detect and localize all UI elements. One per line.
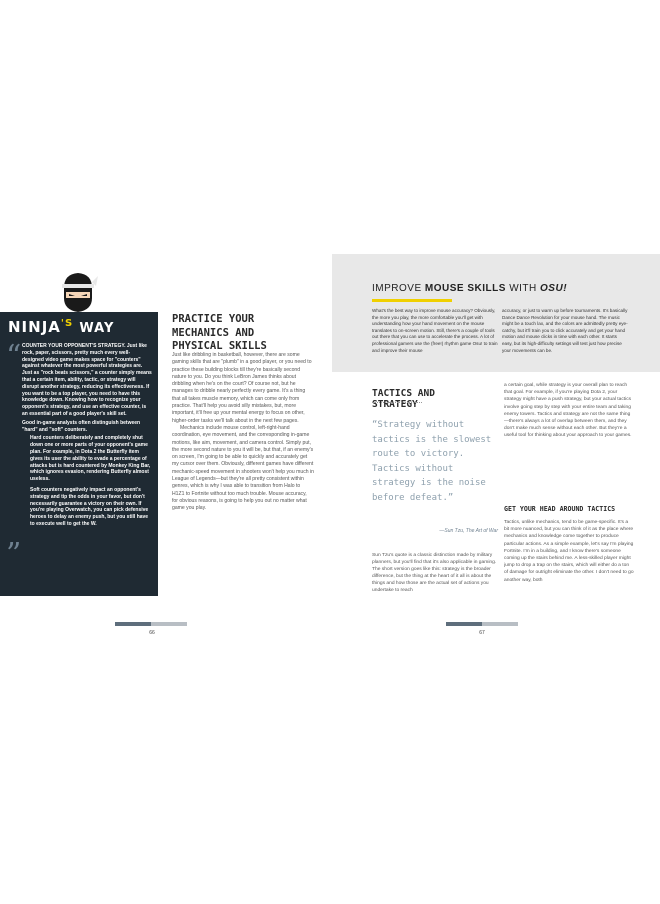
mouse-skills-title [372, 283, 642, 297]
page-number-right: 67 [479, 630, 485, 636]
section-title-line: MECHANICS AND [172, 326, 255, 339]
open-quote-mark: “ [6, 339, 22, 374]
sidebar-title-way: WAY [79, 321, 115, 336]
sidebar-bullets [22, 435, 152, 527]
tactics-paragraph: a certain goal, while strategy is your overall plan to reach that goal. For example, if you're playing Dota 2, your strategy might have a push strategy, but your actual tactics involve going step by step with your entire team and taking enemy towers. Tactics and strategy are not the same thing—there's always a lot of overlap between them, and they don't make much sense without each other. But they're a useful tool for thinking about your approach to your games. [504, 383, 632, 439]
body-paragraph: Mechanics include mouse control, left-right-hand coordination, eye movement, and the corresponding in-game motions, like aim, movement, and camera control. Simply put, the more second nature to you it will be, but that, if an enemy's on screen, I'm going to be able to quickly and accurately get my cursor over them. Obviously, different games have different mechanic-speed movement in shooters won't help you much in League of Legends—but they're all pretty consistent within genres, which is why I was able to transition from Halo to H1Z1 to Fortnite without too much trouble. Mouse accuracy, for obvious reasons, is going to help you out no matter what game you play. [172, 424, 314, 512]
practice-body [172, 352, 314, 650]
page-progress-fill [446, 622, 482, 626]
close-quote-mark: ” [6, 537, 22, 572]
page-number-left: 66 [149, 630, 155, 636]
head-around-paragraph: Tactics, unlike mechanics, tend to be game-specific. It's a bit more nuanced, but you can think of it as the place where mechanics and knowledge come together to produce particular actions. As a simple example, let's say I'm playing Fortnite. I'm in a building, and I know there's someone coming up the stairs behind me. A less-skilled player might jump to drop a trap on the stairs, which will either do a ton of damage for outright eliminate the other. I don't need to go another way, both [504, 520, 634, 583]
pull-quote-attribution: —Sun Tzu, The Art of War [439, 528, 498, 534]
sidebar-title-main: NINJA [8, 318, 61, 336]
mouse-skills-col1: What's the best way to improve mouse accuracy? Obviously, the more you play, the more comfortable you'll get with understanding how your hand movement on the mouse translates to on-screen motion. Still, there's a couple of tools out there that you can use to accelerate the process. A lot of professional gamers use the (free!) rhythm game Osu! to train and improve their mouse [372, 308, 498, 353]
head-around-title: GET YOUR HEAD AROUND TACTICS [504, 505, 616, 513]
section-title-line: PHYSICAL SKILLS [172, 340, 267, 352]
sidebar-body [22, 343, 152, 593]
sidebar-bullet-hard: • Hard counters deliberately and completely shut down one or more parts of your opponent's game plan. For example, in Dota 2 the Butterfly item gives its user the ability to evade a percentage of attacks but is hard countered by Monkey King Bar, which ignores evasion, rendering Butterfly almost useless. [30, 435, 152, 483]
mouse-title-bold: MOUSE SKILLS [424, 283, 506, 294]
body-paragraph: Just like dribbling in basketball, however, there are some gaming skills that are "plumb" in a good player, or you need to practice these building blocks till they're basically second nature to you. Do you think LeBron James thinks about dribbling when he's on the court? Of course not, but he manages to dribble nearly perfectly every game. It's a thing that all takes muscle memory, which can come only from practice. That'll help you avoid silly mistakes, but, more important, it'll free up your mental energy to focus on other, higher-order tasks we'll talk about in the next few pages. [172, 352, 312, 424]
title-divider [372, 402, 422, 405]
sidebar-title-apostrophe: 'S [60, 318, 74, 329]
sidebar-bullet-soft: • Soft counters negatively impact an opponent's strategy and tip the odds in your favor, but don't necessarily guarantee a victory on their own. If you're playing Overwatch, you can pick defensive heroes to delay an enemy push, but you still have to execute well to get the W. [30, 487, 152, 528]
sidebar-intro: COUNTER YOUR OPPONENT'S STRATEGY. Just like rock, paper, scissors, pretty much every well-designed video game makes space for "counters" against whatever the most powerful strategies are. Just as "rock beats scissors," a counter simply means that a certain item, ability, tactic, or strategy will disrupt another strategy, reducing its effectiveness. If you want to be a top player, you need to have this knowledge down. Knowing how to recognize your opponent's strategy, and use an effective counter, is an essential part of a good player's skill set. [22, 343, 152, 417]
mouse-title-pre: IMPROVE [372, 283, 425, 294]
section-title-practice [172, 313, 292, 355]
sidebar-title [8, 318, 158, 340]
tactics-title: TACTICS AND STRATEGY [372, 388, 435, 410]
mouse-title-osu: OSU! [540, 283, 568, 294]
ninja-head-icon [58, 270, 98, 314]
section-title-line: PRACTICE YOUR [172, 313, 255, 325]
title-underline [372, 299, 452, 302]
pull-quote: “Strategy without tactics is the slowest route to victory. Tactics without strategy is the noise before defeat.” [372, 420, 492, 503]
sidebar-followup: Good in-game analysts often distinguish between "hard" and "soft" counters. [22, 419, 141, 433]
sun-tzu-paragraph: Sun Tzu's quote is a classic distinction made by military planners, but you'll find that it's also applicable in gaming. The short version goes like this: strategy is the broader difference, but the thing at the heart of it all is about the things and how those are the actual set of actions you undertake to reach [372, 553, 497, 593]
mouse-title-with: WITH [505, 283, 541, 294]
mouse-skills-col2: accuracy, or just to warm up before tournaments. It's basically Dance Dance Revolution for your mouse hand. The music might be a touch lax, and the colors are admittedly pretty eye-catchy, but it'll train you to click accurately and get your hand motion and mouse clicks in time with each other. It starts easy, but its high-difficulty settings will test just how precise your movements can be. [502, 308, 628, 353]
page-progress-fill [115, 622, 151, 626]
